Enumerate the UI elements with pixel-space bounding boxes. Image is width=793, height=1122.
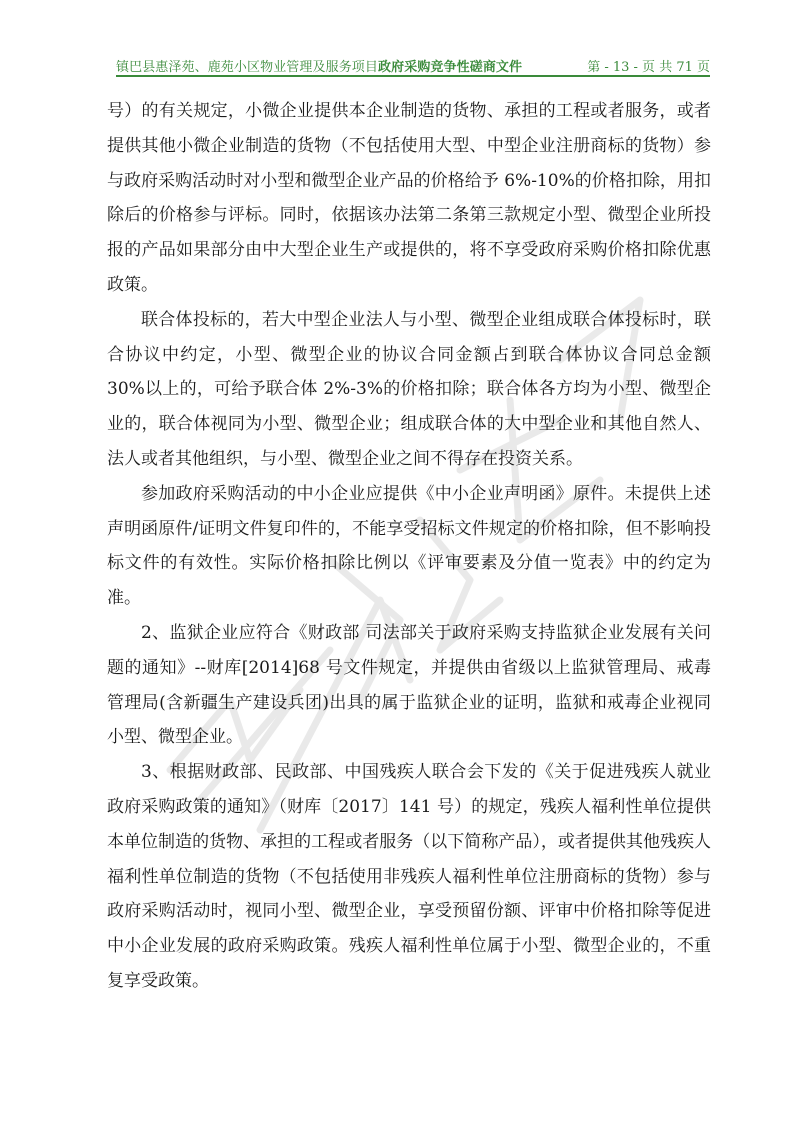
paragraph-4: 2、监狱企业应符合《财政部 司法部关于政府采购支持监狱企业发展有关问题的通知》--财库[2014]68 号文件规定，并提供由省级以上监狱管理局、戒毒管理局(含新疆生产建设兵团)出具的属于监狱企业的证明，监狱和戒毒企业视同小型、微型企业。 [107, 622, 711, 748]
header-rule [116, 75, 710, 77]
header-project-name: 镇巴县惠泽苑、鹿苑小区物业管理及服务项目 [116, 60, 379, 75]
paragraph-3: 参加政府采购活动的中小企业应提供《中小企业声明函》原件。未提供上述声明函原件/证明文件复印件的，不能享受招标文件规定的价格扣除，但不影响投标文件的有效性。实际价格扣除比例以《评审要素及分值一览表》中的约定为准。 [107, 483, 711, 609]
page-header [116, 54, 710, 76]
header-doc-type: 政府采购竞争性磋商文件 [378, 60, 523, 75]
header-title [116, 56, 522, 75]
paragraph-5: 3、根据财政部、民政部、中国残疾人联合会下发的《关于促进残疾人就业政府采购政策的通知》（财库〔2017〕141 号）的规定，残疾人福利性单位提供本单位制造的货物、承担的工程或者服务（以下简称产品），或者提供其他残疾人福利性单位制造的货物（不包括使用非残疾人福利性单位注册商标的货物）参与政府采购活动时，视同小型、微型企业，享受预留份额、评审中价格扣除等促进中小企业发展的政府采购政策。残疾人福利性单位属于小型、微型企业的，不重复享受政策。 [107, 762, 711, 991]
body-content [107, 94, 711, 999]
header-page-number: 第 - 13 - 页 共 71 页 [587, 60, 710, 75]
paragraph-1: 号）的有关规定，小微企业提供本企业制造的货物、承担的工程或者服务，或者提供其他小微企业制造的货物（不包括使用大型、中型企业注册商标的货物）参与政府采购活动时对小型和微型企业产品的价格给予 6%-10%的价格扣除，用扣除后的价格参与评标。同时，依据该办法第二条第三款规定小型、微型企业所投报的产品如果部分由中大型企业生产或提供的，将不享受政府采购价格扣除优惠政策。 [107, 101, 711, 295]
paragraph-2: 联合体投标的，若大中型企业法人与小型、微型企业组成联合体投标时，联合协议中约定，小型、微型企业的协议合同金额占到联合体协议合同总金额 30%以上的，可给予联合体 2%-3%的价格扣除；联合体各方均为小型、微型企业的，联合体视同为小型、微型企业；组成联合体的大中型企业和其他自然人、法人或者其他组织，与小型、微型企业之间不得存在投资关系。 [107, 309, 711, 469]
